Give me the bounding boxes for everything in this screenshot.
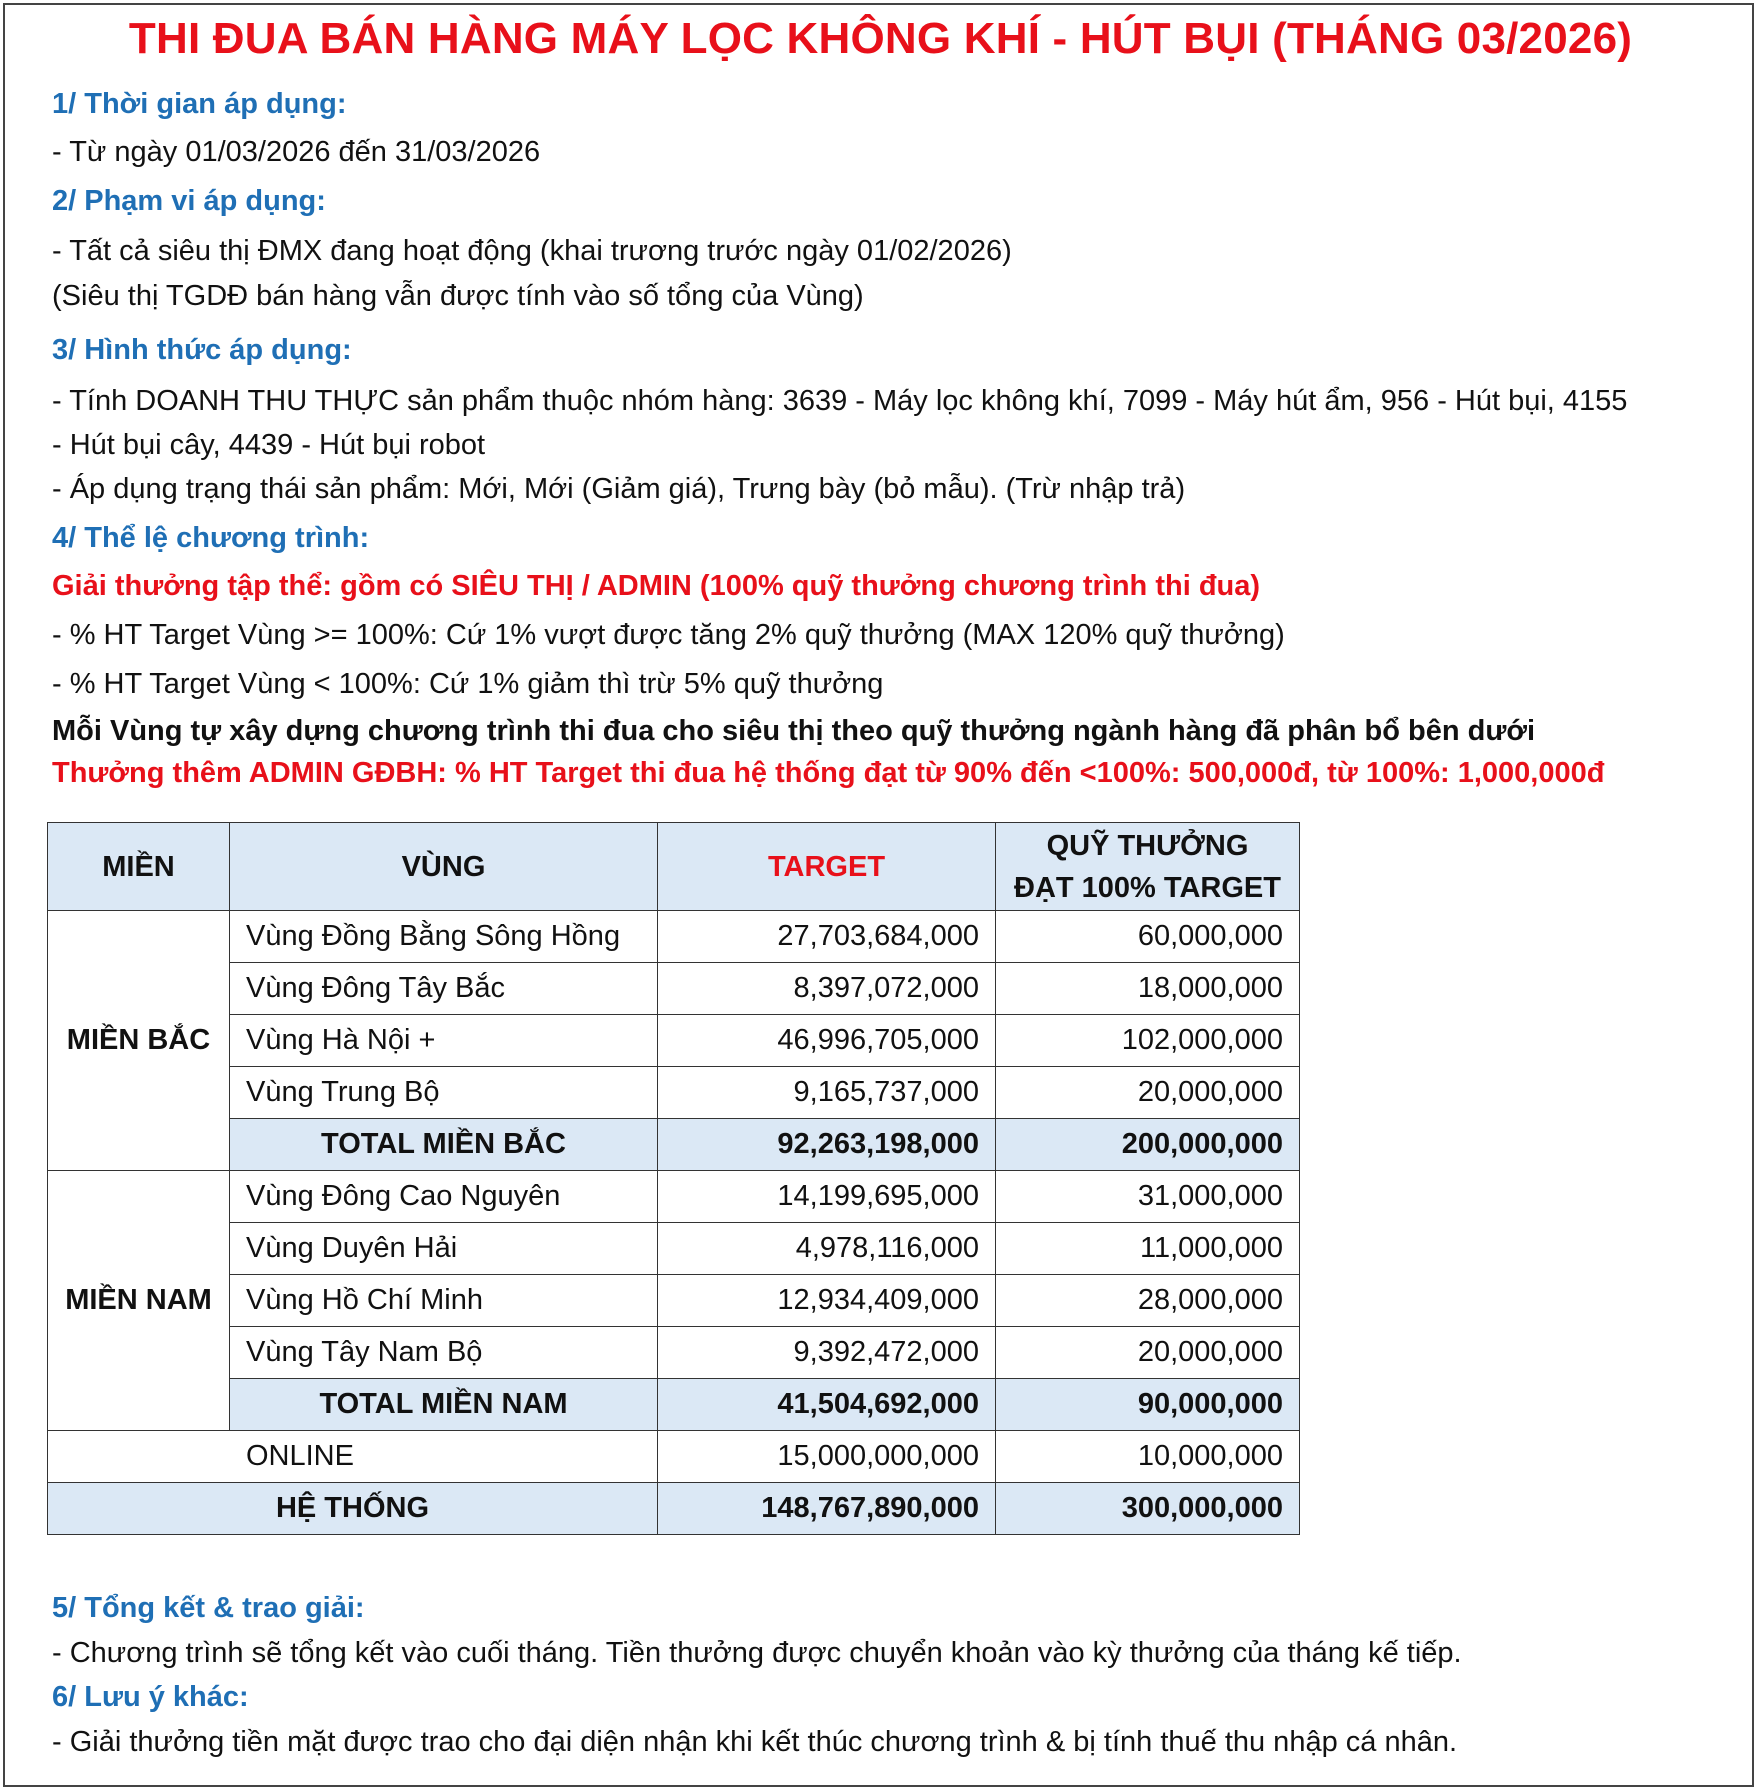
target-value: 46,996,705,000 [658,1015,996,1067]
section-3-line-2: - Hút bụi cây, 4439 - Hút bụi robot [52,429,486,461]
total-row-bac [48,1119,1300,1171]
fund-value: 31,000,000 [996,1171,1300,1223]
system-target: 148,767,890,000 [658,1483,996,1535]
header-fund-line-1: QUỸ THƯỞNG [1046,829,1249,862]
fund-value: 20,000,000 [996,1327,1300,1379]
section-2-line-2: (Siêu thị TGDĐ bán hàng vẫn được tính vào số tổng của Vùng) [52,280,864,312]
system-row [48,1483,1300,1535]
section-1-heading: 1/ Thời gian áp dụng: [52,88,347,120]
mien-nam-label: MIỀN NAM [48,1171,230,1431]
total-target: 92,263,198,000 [658,1119,996,1171]
fund-value: 18,000,000 [996,963,1300,1015]
vung-name: Vùng Hồ Chí Minh [230,1275,658,1327]
section-3-line-1: - Tính DOANH THU THỰC sản phẩm thuộc nhóm hàng: 3639 - Máy lọc không khí, 7099 - Máy hút ẩm, 956 - Hút bụi, 4155 [52,385,1628,417]
target-value: 9,392,472,000 [658,1327,996,1379]
header-fund-line-2: ĐẠT 100% TARGET [1014,871,1281,904]
target-value: 8,397,072,000 [658,963,996,1015]
total-target: 41,504,692,000 [658,1379,996,1431]
table-row [48,911,1300,963]
mien-bac-label: MIỀN BẮC [48,911,230,1171]
total-fund: 200,000,000 [996,1119,1300,1171]
section-5-line: - Chương trình sẽ tổng kết vào cuối tháng. Tiền thưởng được chuyển khoản vào kỳ thưởng của tháng kế tiếp. [52,1637,1462,1669]
header-target: TARGET [658,823,996,911]
section-5-heading: 5/ Tổng kết & trao giải: [52,1592,365,1624]
total-label: TOTAL MIỀN BẮC [230,1119,658,1171]
section-1-line: - Từ ngày 01/03/2026 đến 31/03/2026 [52,136,541,168]
fund-value: 60,000,000 [996,911,1300,963]
section-3-line-3: - Áp dụng trạng thái sản phẩm: Mới, Mới (Giảm giá), Trưng bày (bỏ mẫu). (Trừ nhập trả) [52,473,1186,505]
table-row [48,963,1300,1015]
system-fund: 300,000,000 [996,1483,1300,1535]
vung-name: Vùng Hà Nội + [230,1015,658,1067]
vung-name: Vùng Đông Cao Nguyên [230,1171,658,1223]
fund-value: 20,000,000 [996,1067,1300,1119]
vung-name: Vùng Duyên Hải [230,1223,658,1275]
fund-value: 11,000,000 [996,1223,1300,1275]
total-label: TOTAL MIỀN NAM [230,1379,658,1431]
table-row [48,1223,1300,1275]
vung-name: Vùng Trung Bộ [230,1067,658,1119]
target-value: 9,165,737,000 [658,1067,996,1119]
header-vung: VÙNG [230,823,658,911]
table-row [48,1171,1300,1223]
fund-table [47,822,1300,1535]
section-4-line-2: - % HT Target Vùng < 100%: Cứ 1% giảm thì trừ 5% quỹ thưởng [52,668,884,700]
online-label: ONLINE [48,1431,658,1483]
target-value: 4,978,116,000 [658,1223,996,1275]
table-row [48,1275,1300,1327]
total-row-nam [48,1379,1300,1431]
system-label: HỆ THỐNG [48,1483,658,1535]
vung-name: Vùng Tây Nam Bộ [230,1327,658,1379]
target-value: 27,703,684,000 [658,911,996,963]
online-fund: 10,000,000 [996,1431,1300,1483]
section-3-heading: 3/ Hình thức áp dụng: [52,334,352,366]
section-6-line: - Giải thưởng tiền mặt được trao cho đại diện nhận khi kết thúc chương trình & bị tính thuế thu nhập cá nhân. [52,1726,1458,1758]
table-row [48,1067,1300,1119]
target-value: 14,199,695,000 [658,1171,996,1223]
header-mien: MIỀN [48,823,230,911]
table-row [48,1327,1300,1379]
table-header-row [48,823,1300,911]
total-fund: 90,000,000 [996,1379,1300,1431]
section-6-heading: 6/ Lưu ý khác: [52,1681,249,1713]
page-title: THI ĐUA BÁN HÀNG MÁY LỌC KHÔNG KHÍ - HÚT BỤI (THÁNG 03/2026) [128,14,1633,63]
section-4-line-1: - % HT Target Vùng >= 100%: Cứ 1% vượt được tăng 2% quỹ thưởng (MAX 120% quỹ thưởng) [52,619,1285,651]
online-target: 15,000,000,000 [658,1431,996,1483]
collective-prize-note: Giải thưởng tập thể: gồm có SIÊU THỊ / ADMIN (100% quỹ thưởng chương trình thi đua) [52,570,1261,602]
region-program-note: Mỗi Vùng tự xây dựng chương trình thi đua cho siêu thị theo quỹ thưởng ngành hàng đã phân bổ bên dưới [52,715,1536,747]
header-fund [996,823,1300,911]
online-row [48,1431,1300,1483]
table-row [48,1015,1300,1067]
admin-bonus-note: Thưởng thêm ADMIN GĐBH: % HT Target thi đua hệ thống đạt từ 90% đến <100%: 500,000đ, từ 100%: 1,000,000đ [52,757,1605,789]
section-2-heading: 2/ Phạm vi áp dụng: [52,185,326,217]
section-4-heading: 4/ Thể lệ chương trình: [52,522,370,554]
vung-name: Vùng Đông Tây Bắc [230,963,658,1015]
target-value: 12,934,409,000 [658,1275,996,1327]
section-2-line-1: - Tất cả siêu thị ĐMX đang hoạt động (khai trương trước ngày 01/02/2026) [52,235,1012,267]
vung-name: Vùng Đồng Bằng Sông Hồng [230,911,658,963]
fund-value: 102,000,000 [996,1015,1300,1067]
fund-value: 28,000,000 [996,1275,1300,1327]
